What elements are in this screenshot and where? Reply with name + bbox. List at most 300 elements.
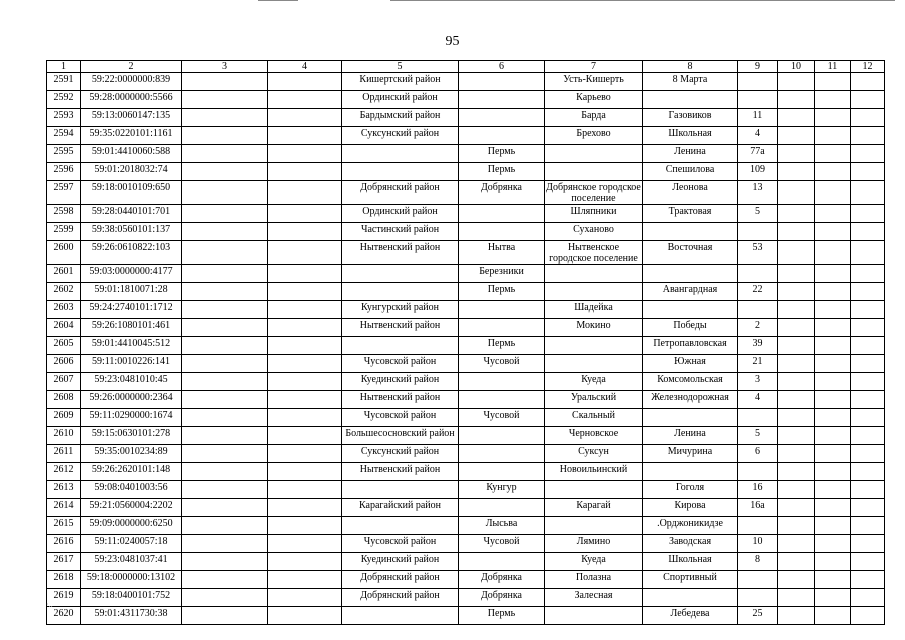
row-number-cell: 2596 — [47, 163, 81, 181]
district-cell: Нытвенский район — [342, 391, 459, 409]
city-cell: Чусовой — [459, 355, 545, 373]
city-cell: Добрянка — [459, 571, 545, 589]
row-number-cell: 2600 — [47, 241, 81, 265]
corner-mark: ·.. — [46, 600, 53, 609]
house-number-cell: 5 — [738, 205, 778, 223]
house-number-cell — [738, 571, 778, 589]
empty-cell — [815, 391, 851, 409]
empty-cell — [778, 553, 815, 571]
column-header: 8 — [643, 61, 738, 73]
street-cell: Школьная — [643, 553, 738, 571]
street-cell — [643, 301, 738, 319]
city-cell — [459, 445, 545, 463]
settlement-cell — [545, 355, 643, 373]
cadastral-number-cell: 59:24:2740101:1712 — [81, 301, 182, 319]
empty-cell — [851, 127, 885, 145]
empty-cell — [851, 73, 885, 91]
city-cell: Кунгур — [459, 481, 545, 499]
empty-cell — [851, 163, 885, 181]
row-number-cell: 2599 — [47, 223, 81, 241]
street-cell: Ленина — [643, 145, 738, 163]
table-row — [47, 427, 885, 445]
empty-cell — [851, 319, 885, 337]
empty-cell — [268, 463, 342, 481]
empty-cell — [851, 241, 885, 265]
empty-cell — [778, 445, 815, 463]
street-cell: Железнодорожная — [643, 391, 738, 409]
cadastral-number-cell: 59:01:4311730:38 — [81, 607, 182, 625]
street-cell: Авангардная — [643, 283, 738, 301]
empty-cell — [815, 517, 851, 535]
empty-cell — [182, 409, 268, 427]
empty-cell — [182, 553, 268, 571]
district-cell: Куединский район — [342, 553, 459, 571]
empty-cell — [268, 373, 342, 391]
street-cell — [643, 409, 738, 427]
city-cell — [459, 127, 545, 145]
table-row — [47, 283, 885, 301]
cadastral-number-cell: 59:21:0560004:2202 — [81, 499, 182, 517]
city-cell: Добрянка — [459, 589, 545, 607]
empty-cell — [268, 205, 342, 223]
row-number-cell: 2604 — [47, 319, 81, 337]
empty-cell — [268, 589, 342, 607]
row-number-cell: 2602 — [47, 283, 81, 301]
empty-cell — [851, 373, 885, 391]
empty-cell — [851, 355, 885, 373]
empty-cell — [851, 205, 885, 223]
street-cell — [643, 265, 738, 283]
empty-cell — [182, 265, 268, 283]
street-cell: Трактовая — [643, 205, 738, 223]
table-row — [47, 127, 885, 145]
row-number-cell: 2592 — [47, 91, 81, 109]
district-cell: Карагайский район — [342, 499, 459, 517]
row-number-cell: 2618 — [47, 571, 81, 589]
row-number-cell: 2601 — [47, 265, 81, 283]
table-row — [47, 205, 885, 223]
district-cell: Добрянский район — [342, 571, 459, 589]
empty-cell — [268, 499, 342, 517]
settlement-cell — [545, 517, 643, 535]
empty-cell — [851, 91, 885, 109]
empty-cell — [815, 319, 851, 337]
table-row — [47, 391, 885, 409]
empty-cell — [851, 535, 885, 553]
empty-cell — [815, 265, 851, 283]
table-row — [47, 571, 885, 589]
empty-cell — [268, 73, 342, 91]
settlement-cell — [545, 145, 643, 163]
street-cell: .Орджоникидзе — [643, 517, 738, 535]
empty-cell — [268, 265, 342, 283]
table-row — [47, 241, 885, 265]
district-cell: Куединский район — [342, 373, 459, 391]
row-number-cell: 2607 — [47, 373, 81, 391]
empty-cell — [268, 223, 342, 241]
settlement-cell: Брехово — [545, 127, 643, 145]
empty-cell — [815, 589, 851, 607]
row-number-cell: 2598 — [47, 205, 81, 223]
empty-cell — [815, 445, 851, 463]
empty-cell — [182, 319, 268, 337]
street-cell — [643, 463, 738, 481]
settlement-cell: Полазна — [545, 571, 643, 589]
street-cell: Комсомольская — [643, 373, 738, 391]
city-cell — [459, 373, 545, 391]
empty-cell — [851, 265, 885, 283]
cadastral-number-cell: 59:01:1810071:28 — [81, 283, 182, 301]
column-header: 3 — [182, 61, 268, 73]
empty-cell — [778, 109, 815, 127]
empty-cell — [182, 301, 268, 319]
house-number-cell — [738, 301, 778, 319]
street-cell: Ленина — [643, 427, 738, 445]
settlement-cell: Суханово — [545, 223, 643, 241]
row-number-cell: 2612 — [47, 463, 81, 481]
empty-cell — [851, 301, 885, 319]
settlement-cell — [545, 283, 643, 301]
empty-cell — [268, 571, 342, 589]
row-number-cell: 2591 — [47, 73, 81, 91]
cadastral-number-cell: 59:08:0401003:56 — [81, 481, 182, 499]
city-cell: Добрянка — [459, 181, 545, 205]
empty-cell — [182, 373, 268, 391]
district-cell — [342, 607, 459, 625]
house-number-cell — [738, 463, 778, 481]
empty-cell — [778, 607, 815, 625]
house-number-cell — [738, 265, 778, 283]
district-cell — [342, 265, 459, 283]
house-number-cell: 16 — [738, 481, 778, 499]
table-row — [47, 73, 885, 91]
column-header: 2 — [81, 61, 182, 73]
empty-cell — [778, 499, 815, 517]
city-cell: Чусовой — [459, 535, 545, 553]
empty-cell — [182, 241, 268, 265]
empty-cell — [268, 337, 342, 355]
settlement-cell: Мокино — [545, 319, 643, 337]
empty-cell — [815, 571, 851, 589]
empty-cell — [268, 553, 342, 571]
street-cell: Победы — [643, 319, 738, 337]
street-cell: Гоголя — [643, 481, 738, 499]
settlement-cell: Куеда — [545, 553, 643, 571]
empty-cell — [182, 91, 268, 109]
column-header: 6 — [459, 61, 545, 73]
empty-cell — [182, 127, 268, 145]
cadastral-number-cell: 59:26:0000000:2364 — [81, 391, 182, 409]
column-header: 12 — [851, 61, 885, 73]
empty-cell — [851, 181, 885, 205]
column-header: 10 — [778, 61, 815, 73]
cadastral-number-cell: 59:26:0610822:103 — [81, 241, 182, 265]
empty-cell — [182, 589, 268, 607]
empty-cell — [778, 163, 815, 181]
settlement-cell — [545, 265, 643, 283]
column-header: 5 — [342, 61, 459, 73]
cadastral-number-cell: 59:35:0010234:89 — [81, 445, 182, 463]
settlement-cell: Барда — [545, 109, 643, 127]
row-number-cell: 2595 — [47, 145, 81, 163]
settlement-cell — [545, 163, 643, 181]
column-header: 9 — [738, 61, 778, 73]
city-cell: Пермь — [459, 283, 545, 301]
empty-cell — [268, 409, 342, 427]
empty-cell — [778, 391, 815, 409]
street-cell — [643, 91, 738, 109]
empty-cell — [815, 355, 851, 373]
empty-cell — [815, 181, 851, 205]
empty-cell — [815, 373, 851, 391]
column-header: 4 — [268, 61, 342, 73]
table-row — [47, 145, 885, 163]
house-number-cell: 16а — [738, 499, 778, 517]
empty-cell — [815, 127, 851, 145]
house-number-cell — [738, 409, 778, 427]
empty-cell — [851, 283, 885, 301]
house-number-cell: 53 — [738, 241, 778, 265]
empty-cell — [182, 223, 268, 241]
empty-cell — [182, 355, 268, 373]
city-cell: Пермь — [459, 337, 545, 355]
district-cell: Добрянский район — [342, 589, 459, 607]
house-number-cell: 11 — [738, 109, 778, 127]
empty-cell — [815, 481, 851, 499]
empty-cell — [778, 517, 815, 535]
row-number-cell: 2593 — [47, 109, 81, 127]
empty-cell — [268, 91, 342, 109]
district-cell: Суксунский район — [342, 445, 459, 463]
district-cell: Добрянский район — [342, 181, 459, 205]
district-cell — [342, 337, 459, 355]
empty-cell — [851, 391, 885, 409]
page-number: 95 — [445, 34, 460, 49]
row-number-cell: 2606 — [47, 355, 81, 373]
column-header: 1 — [47, 61, 81, 73]
house-number-cell: 5 — [738, 427, 778, 445]
city-cell — [459, 463, 545, 481]
house-number-cell: 13 — [738, 181, 778, 205]
empty-cell — [815, 535, 851, 553]
city-cell: Березники — [459, 265, 545, 283]
city-cell: Пермь — [459, 163, 545, 181]
row-number-cell: 2614 — [47, 499, 81, 517]
cadastral-number-cell: 59:03:0000000:4177 — [81, 265, 182, 283]
table-row — [47, 109, 885, 127]
registry-table — [46, 60, 885, 625]
empty-cell — [815, 163, 851, 181]
street-cell: Петропавловская — [643, 337, 738, 355]
empty-cell — [268, 163, 342, 181]
empty-cell — [182, 517, 268, 535]
settlement-cell: Суксун — [545, 445, 643, 463]
settlement-cell: Добрянское городское поселение — [546, 182, 641, 204]
cadastral-number-cell: 59:01:4410060:588 — [81, 145, 182, 163]
settlement-cell: Шляпники — [545, 205, 643, 223]
settlement-cell: Уральский — [545, 391, 643, 409]
empty-cell — [182, 427, 268, 445]
settlement-cell: Усть-Кишерть — [545, 73, 643, 91]
empty-cell — [268, 145, 342, 163]
table-row — [47, 409, 885, 427]
settlement-cell: Лямино — [545, 535, 643, 553]
district-cell: Чусовской район — [342, 355, 459, 373]
street-cell: Кирова — [643, 499, 738, 517]
settlement-cell: Куеда — [545, 373, 643, 391]
empty-cell — [778, 337, 815, 355]
city-cell — [459, 553, 545, 571]
row-number-cell: 2609 — [47, 409, 81, 427]
table-row — [47, 355, 885, 373]
empty-cell — [851, 109, 885, 127]
empty-cell — [851, 463, 885, 481]
empty-cell — [182, 463, 268, 481]
empty-cell — [778, 283, 815, 301]
street-cell: Южная — [643, 355, 738, 373]
row-number-cell: 2611 — [47, 445, 81, 463]
row-number-cell: 2613 — [47, 481, 81, 499]
empty-cell — [851, 589, 885, 607]
house-number-cell — [738, 517, 778, 535]
cadastral-number-cell: 59:28:0440101:701 — [81, 205, 182, 223]
empty-cell — [182, 145, 268, 163]
settlement-cell: Залесная — [545, 589, 643, 607]
cadastral-number-cell: 59:11:0290000:1674 — [81, 409, 182, 427]
table-row — [47, 535, 885, 553]
house-number-cell: 39 — [738, 337, 778, 355]
column-header: 7 — [545, 61, 643, 73]
table-row — [47, 553, 885, 571]
empty-cell — [815, 337, 851, 355]
district-cell — [342, 145, 459, 163]
settlement-cell — [545, 607, 643, 625]
empty-cell — [268, 355, 342, 373]
empty-cell — [182, 181, 268, 205]
table-row — [47, 337, 885, 355]
empty-cell — [182, 205, 268, 223]
empty-cell — [182, 109, 268, 127]
table-row — [47, 91, 885, 109]
district-cell: Частинский район — [342, 223, 459, 241]
empty-cell — [851, 607, 885, 625]
city-cell — [459, 391, 545, 409]
house-number-cell — [738, 589, 778, 607]
house-number-cell: 21 — [738, 355, 778, 373]
table-row — [47, 265, 885, 283]
empty-cell — [815, 463, 851, 481]
city-cell — [459, 223, 545, 241]
top-rule-right — [390, 0, 895, 1]
table-row — [47, 589, 885, 607]
empty-cell — [182, 607, 268, 625]
table-row — [47, 181, 885, 205]
district-cell: Бардымский район — [342, 109, 459, 127]
cadastral-number-cell: 59:11:0240057:18 — [81, 535, 182, 553]
street-cell — [643, 589, 738, 607]
cadastral-number-cell: 59:09:0000000:6250 — [81, 517, 182, 535]
street-cell: Спешилова — [643, 163, 738, 181]
district-cell: Нытвенский район — [342, 241, 459, 265]
house-number-cell: 25 — [738, 607, 778, 625]
cadastral-number-cell: 59:18:0400101:752 — [81, 589, 182, 607]
table-row — [47, 517, 885, 535]
district-cell: Нытвенский район — [342, 463, 459, 481]
settlement-cell: Черновское — [545, 427, 643, 445]
house-number-cell: 2 — [738, 319, 778, 337]
empty-cell — [815, 607, 851, 625]
city-cell — [459, 205, 545, 223]
street-cell: 8 Марта — [643, 73, 738, 91]
district-cell: Чусовской район — [342, 535, 459, 553]
city-cell: Лысьва — [459, 517, 545, 535]
empty-cell — [182, 535, 268, 553]
empty-cell — [851, 499, 885, 517]
empty-cell — [778, 319, 815, 337]
empty-cell — [778, 73, 815, 91]
empty-cell — [778, 223, 815, 241]
city-cell: Нытва — [459, 241, 545, 265]
district-cell: Ординский район — [342, 205, 459, 223]
row-number-cell: 2605 — [47, 337, 81, 355]
cadastral-number-cell: 59:23:0481037:41 — [81, 553, 182, 571]
house-number-cell — [738, 73, 778, 91]
empty-cell — [268, 517, 342, 535]
empty-cell — [268, 181, 342, 205]
district-cell: Кунгурский район — [342, 301, 459, 319]
house-number-cell: 109 — [738, 163, 778, 181]
city-cell — [459, 427, 545, 445]
settlement-cell — [545, 337, 643, 355]
street-cell: Восточная — [643, 241, 738, 265]
empty-cell — [815, 301, 851, 319]
table-row — [47, 163, 885, 181]
empty-cell — [815, 73, 851, 91]
cadastral-number-cell: 59:11:0010226:141 — [81, 355, 182, 373]
settlement-cell: Новоильинский — [545, 463, 643, 481]
settlement-cell: Скальный — [545, 409, 643, 427]
cadastral-number-cell: 59:18:0000000:13102 — [81, 571, 182, 589]
empty-cell — [815, 553, 851, 571]
empty-cell — [778, 241, 815, 265]
row-number-cell: 2594 — [47, 127, 81, 145]
row-number-cell: 2616 — [47, 535, 81, 553]
district-cell — [342, 481, 459, 499]
empty-cell — [778, 535, 815, 553]
street-cell: Газовиков — [643, 109, 738, 127]
cadastral-number-cell: 59:38:0560101:137 — [81, 223, 182, 241]
empty-cell — [182, 499, 268, 517]
empty-cell — [182, 391, 268, 409]
cadastral-number-cell: 59:28:0000000:5566 — [81, 91, 182, 109]
empty-cell — [851, 571, 885, 589]
empty-cell — [815, 499, 851, 517]
empty-cell — [778, 589, 815, 607]
empty-cell — [182, 337, 268, 355]
empty-cell — [815, 409, 851, 427]
empty-cell — [268, 109, 342, 127]
empty-cell — [815, 223, 851, 241]
city-cell — [459, 319, 545, 337]
district-cell: Нытвенский район — [342, 319, 459, 337]
house-number-cell: 10 — [738, 535, 778, 553]
cadastral-number-cell: 59:23:0481010:45 — [81, 373, 182, 391]
cadastral-number-cell: 59:01:2018032:74 — [81, 163, 182, 181]
empty-cell — [268, 607, 342, 625]
top-rule-left — [258, 0, 298, 1]
table-row — [47, 445, 885, 463]
empty-cell — [778, 127, 815, 145]
